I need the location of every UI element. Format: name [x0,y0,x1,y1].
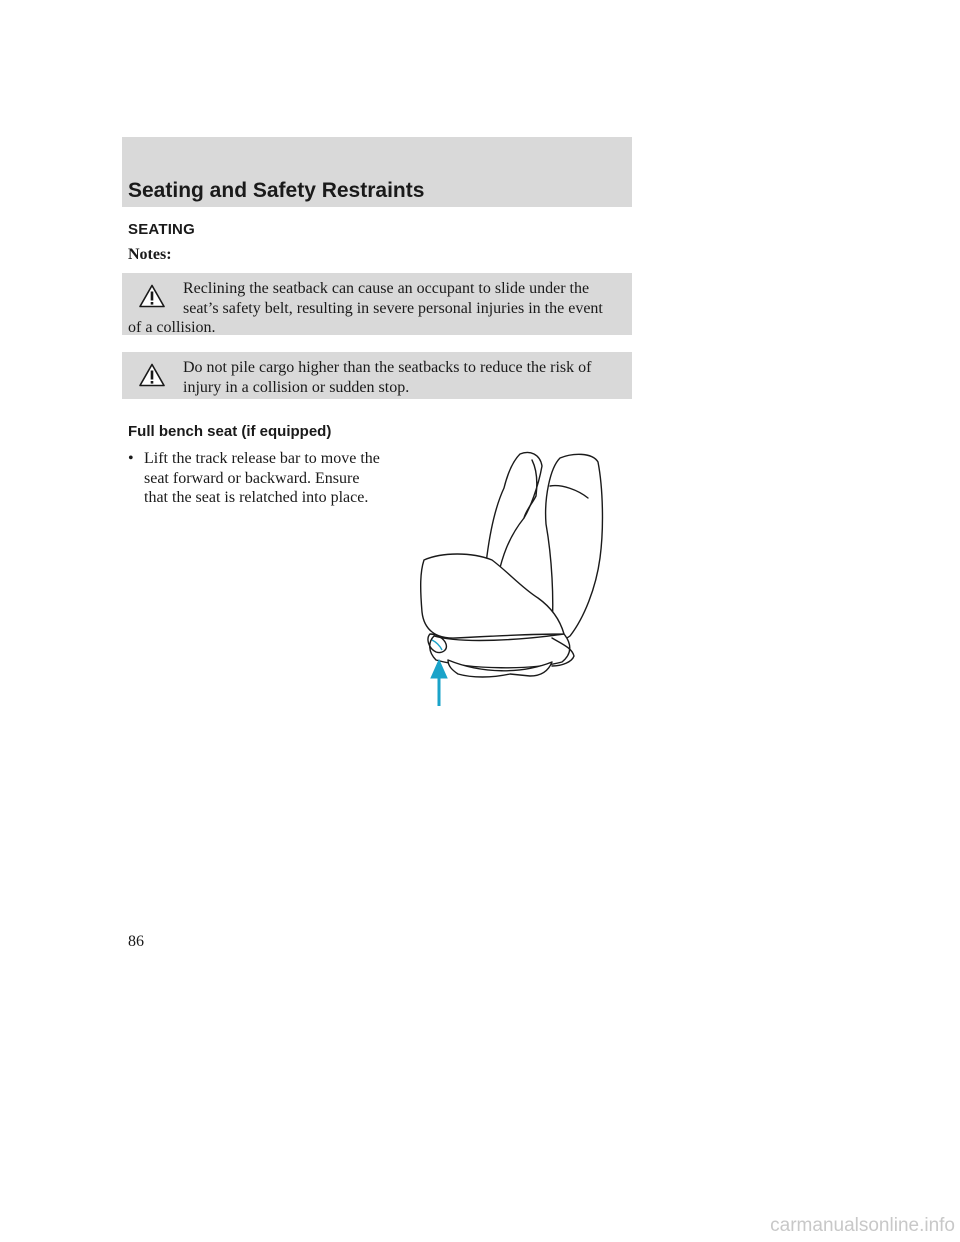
seat-illustration [412,448,618,713]
header-band [122,137,632,207]
page-number: 86 [128,933,144,950]
warning-box [122,273,632,335]
warning-text: Reclining the seatback can cause an occupant to slide under the seat’s safety belt, resulting in severe personal injuries in the event of a collision. [128,280,603,336]
bullet-text: Lift the track release bar to move the seat forward or backward. Ensure that the seat is relatched into place. [144,450,380,506]
watermark: carmanualsonline.info [770,1215,955,1236]
subsection-title: Full bench seat (if equipped) [128,423,332,440]
section-title: SEATING [128,221,195,238]
warning-triangle-icon [139,284,165,308]
warning-text: Do not pile cargo higher than the seatbacks to reduce the risk of injury in a collision or sudden stop. [183,359,592,396]
page-header-title: Seating and Safety Restraints [128,179,425,202]
warning-triangle-icon [139,363,165,387]
list-item [128,449,383,508]
warning-box [122,352,632,399]
bullet-mark: • [128,450,134,467]
notes-label: Notes: [128,246,172,263]
